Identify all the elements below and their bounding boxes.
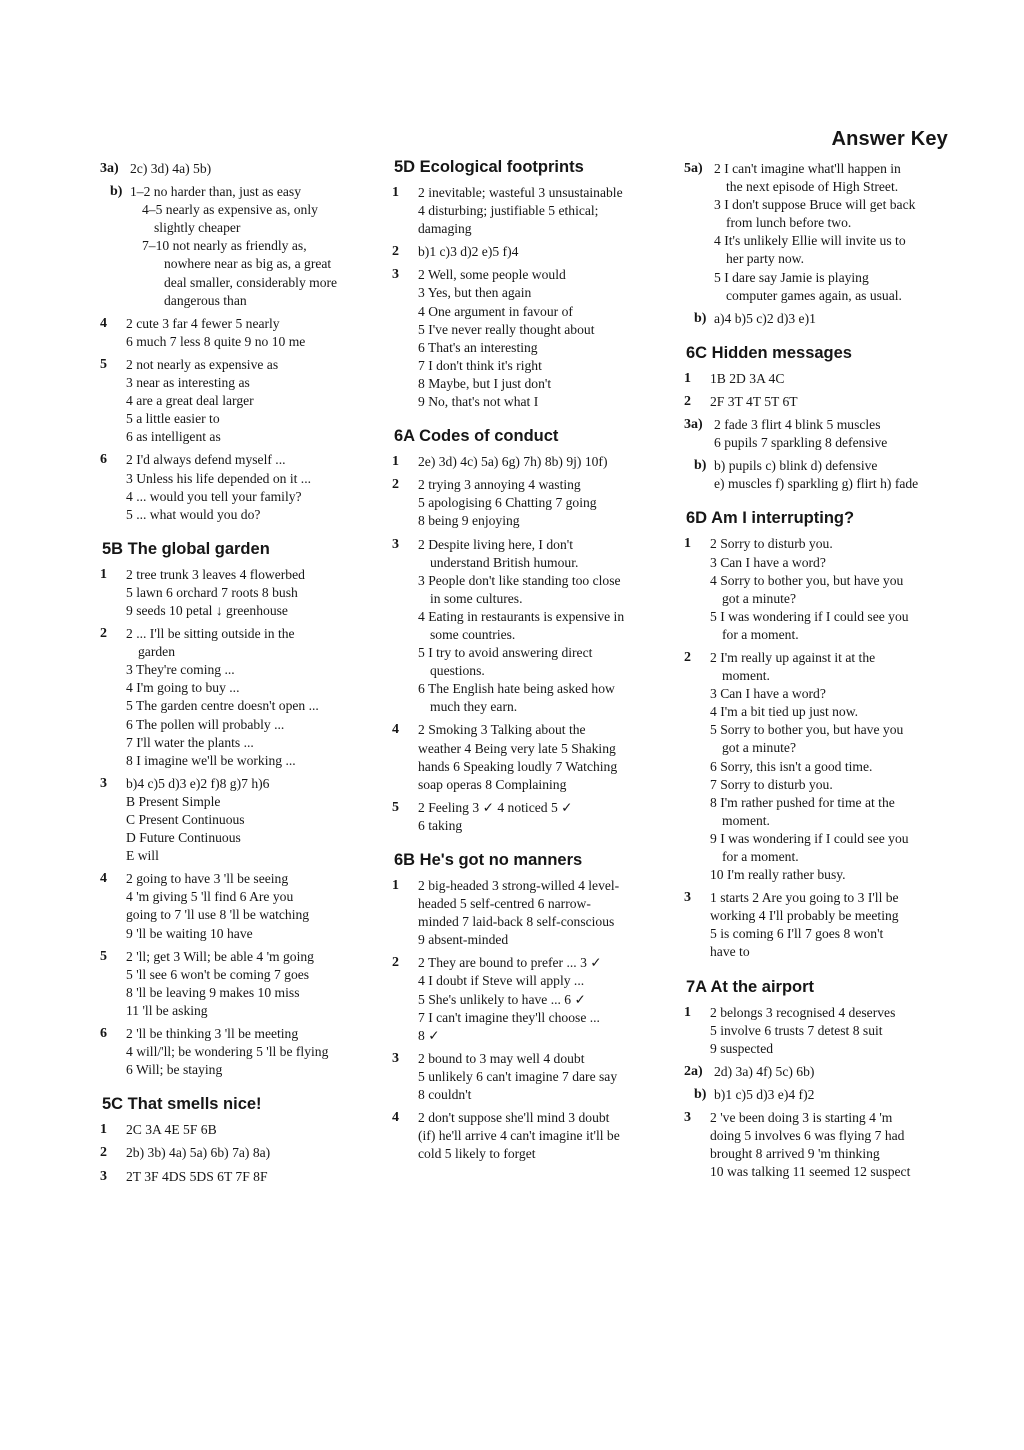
answer-line: 9 absent-minded [418,932,509,948]
answer-line: doing 5 involves 6 was flying 7 had [710,1128,905,1144]
exercise-item [100,1144,368,1162]
answer-line: 2d) 3a) 4f) 5c) 6b) [714,1063,815,1079]
answer-line: 4 will/'ll; be wondering 5 'll be flying [126,1044,329,1060]
exercise-answers [714,310,956,328]
exercise-number: 4 [100,871,107,887]
exercise-answers [126,451,368,523]
exercise-item [100,315,368,351]
column-3 [684,158,956,1197]
answer-line: 2C 3A 4E 5F 6B [126,1122,217,1138]
answer-line: 5 lawn 6 orchard 7 roots 8 bush [126,584,298,600]
answer-line: have to [710,944,750,960]
answer-line: 8 I'm rather pushed for time at the [710,794,895,810]
answer-line: b)4 c)5 d)3 e)2 f)8 g)7 h)6 [126,775,270,791]
answer-section [392,427,664,835]
exercise-answers [126,948,368,1020]
answer-line: slightly cheaper [154,220,241,236]
answer-line: brought 8 arrived 9 'm thinking [710,1146,880,1162]
exercise-number: b) [694,458,707,474]
answer-line: 3 Yes, but then again [418,285,532,301]
answer-line: 2 I can't imagine what'll happen in [714,161,901,176]
answer-line: 2 don't suppose she'll mind 3 doubt [418,1110,610,1126]
exercise-item [392,799,664,835]
exercise-item [392,453,664,471]
exercise-number: 6 [100,452,107,468]
answer-section [100,160,368,524]
answer-line: going to 7 'll use 8 'll be watching [126,907,310,923]
answer-line: 5 apologising 6 Chatting 7 going [418,495,597,511]
answer-line: 5 I was wondering if I could see you [710,608,909,624]
exercise-number: 3 [392,1050,399,1066]
answer-line: deal smaller, considerably more [164,274,338,290]
answer-line: hands 6 Speaking loudly 7 Watching [418,758,618,774]
answer-line: 2c) 3d) 4a) 5b) [130,161,212,176]
answer-section [392,158,664,411]
exercise-answers [126,1144,368,1162]
answer-line: got a minute? [722,740,796,756]
exercise-answers [418,243,664,261]
answer-line: got a minute? [722,590,796,606]
exercise-answers [126,315,368,351]
exercise-answers [710,649,956,884]
exercise-answers [126,625,368,770]
answer-line: 4 disturbing; justifiable 5 ethical; [418,203,599,219]
answer-line: her party now. [726,251,805,267]
answer-line: 2 Well, some people would [418,267,566,283]
answer-line: from lunch before two. [726,215,852,231]
answer-line: 5 is coming 6 I'll 7 goes 8 won't [710,926,884,942]
answer-line: 1 starts 2 Are you going to 3 I'll be [710,890,899,906]
answer-line: 7 I can't imagine they'll choose ... [418,1009,600,1025]
exercise-item [100,1168,368,1186]
answer-line: 6 That's an interesting [418,339,538,355]
exercise-item [100,160,368,178]
answer-line: 5 a little easier to [126,411,220,427]
exercise-answers [714,160,956,305]
exercise-item [684,1063,956,1081]
exercise-item [392,1050,664,1104]
answer-line: 9 seeds 10 petal ↓ greenhouse [126,602,288,618]
answer-line: 8 ✓ [418,1027,440,1043]
answer-line: garden [138,644,175,660]
exercise-number: 6 [100,1026,107,1042]
exercise-item [684,416,956,452]
exercise-number: 5a) [684,161,703,176]
answer-line: much they earn. [430,699,518,715]
exercise-number: 2 [100,1145,107,1161]
exercise-answers [710,1004,956,1058]
exercise-number: 4 [392,722,399,738]
exercise-answers [126,1168,368,1186]
section-heading: 6D Am I interrupting? [686,509,855,528]
answer-line: weather 4 Being very late 5 Shaking [418,740,616,756]
exercise-item [100,1025,368,1079]
answer-line: 2F 3T 4T 5T 6T [710,393,798,409]
answer-line: 6 Will; be staying [126,1062,223,1078]
answer-line: 8 'll be leaving 9 makes 10 miss [126,984,300,1000]
answer-line: 2 'll; get 3 Will; be able 4 'm going [126,948,314,964]
exercise-number: 3a) [100,161,119,176]
exercise-item [392,476,664,530]
answer-line: 2 cute 3 far 4 fewer 5 nearly [126,315,280,331]
answer-line: headed 5 self-centred 6 narrow- [418,896,591,912]
answer-line: b) pupils c) blink d) defensive [714,458,878,474]
answer-line: 10 was talking 11 seemed 12 suspect [710,1164,911,1180]
answer-line: 9 'll be waiting 10 have [126,925,253,941]
answer-line: 5 involve 6 trusts 7 detest 8 suit [710,1022,883,1038]
answer-line: cold 5 likely to forget [418,1146,536,1162]
answer-line: 2 not nearly as expensive as [126,356,279,372]
exercise-answers [418,721,664,793]
answer-line: 4 I'm going to buy ... [126,680,240,696]
section-heading: 5C That smells nice! [102,1095,262,1114]
answer-line: 2 'll be thinking 3 'll be meeting [126,1026,299,1042]
exercise-answers [126,1025,368,1079]
exercise-answers [418,799,664,835]
exercise-answers [130,160,368,178]
answer-line: 5 unlikely 6 can't imagine 7 dare say [418,1068,618,1084]
exercise-item [684,1004,956,1058]
answer-line: 2T 3F 4DS 5DS 6T 7F 8F [126,1168,268,1184]
answer-line: 4 are a great deal larger [126,393,254,409]
answer-line: damaging [418,221,472,237]
exercise-item [684,1109,956,1181]
column-2 [392,158,664,1179]
exercise-answers [126,1121,368,1139]
exercise-number: 1 [100,1122,107,1138]
exercise-item [100,183,368,310]
exercise-number: 1 [100,566,107,582]
answer-line: working 4 I'll probably be meeting [710,908,899,924]
exercise-answers [130,183,368,310]
exercise-answers [418,954,664,1044]
answer-line: b)1 c)5 d)3 e)4 f)2 [714,1086,815,1102]
answer-line: D Future Continuous [126,830,241,846]
answer-line: 2 've been doing 3 is starting 4 'm [710,1110,893,1126]
exercise-answers [126,356,368,446]
exercise-number: b) [694,310,707,326]
answer-line: 2 trying 3 annoying 4 wasting [418,477,581,493]
answer-line: 6 Sorry, this isn't a good time. [710,758,873,774]
answer-section [684,344,956,494]
exercise-item [684,160,956,305]
answer-line: 2e) 3d) 4c) 5a) 6g) 7h) 8b) 9j) 10f) [418,454,608,470]
answer-line: 2 Sorry to disturb you. [710,536,833,552]
answer-line: 5 I dare say Jamie is playing [714,269,869,285]
answer-line: 11 'll be asking [126,1002,208,1018]
exercise-answers [418,877,664,949]
column-1 [100,158,368,1202]
exercise-item [392,954,664,1044]
answer-line: 7 Sorry to disturb you. [710,776,833,792]
answer-line: 8 being 9 enjoying [418,513,520,529]
answer-section [392,851,664,1163]
exercise-item [100,356,368,446]
exercise-number: 2 [392,477,399,493]
exercise-item [392,1109,664,1163]
answer-line: 2 Despite living here, I don't [418,536,573,552]
answer-line: 3 near as interesting as [126,375,250,391]
exercise-item [684,370,956,388]
exercise-answers [710,535,956,644]
exercise-item [684,393,956,411]
answer-line: 3 Can I have a word? [710,686,826,702]
answer-line: minded 7 laid-back 8 self-conscious [418,914,615,930]
exercise-number: 4 [100,315,107,331]
answer-line: 6 much 7 less 8 quite 9 no 10 me [126,333,306,349]
answer-line: moment. [722,812,770,828]
answer-line: C Present Continuous [126,812,245,827]
exercise-answers [418,1109,664,1163]
exercise-item [100,625,368,770]
answer-line: 9 suspected [710,1040,774,1056]
answer-line: questions. [430,663,485,679]
exercise-item [392,536,664,717]
answer-line: 2b) 3b) 4a) 5a) 6b) 7a) 8a) [126,1145,271,1161]
exercise-item [100,948,368,1020]
exercise-item [392,266,664,411]
exercise-number: 2 [100,626,107,642]
answer-line: 6 as intelligent as [126,429,221,445]
exercise-item [100,566,368,620]
answer-line: b)1 c)3 d)2 e)5 f)4 [418,244,519,260]
answer-line: 2 going to have 3 'll be seeing [126,871,289,887]
answer-line: 6 taking [418,817,463,833]
exercise-number: b) [694,1086,707,1102]
answer-line: some countries. [430,626,516,642]
exercise-item [684,310,956,328]
answer-line: 7 I'll water the plants ... [126,734,254,750]
exercise-number: 1 [392,454,399,470]
answer-section [684,978,956,1182]
exercise-answers [710,370,956,388]
answer-line: 6 The English hate being asked how [418,681,615,697]
answer-line: 5 ... what would you do? [126,506,261,522]
exercise-answers [710,889,956,961]
answer-line: 2 fade 3 flirt 4 blink 5 muscles [714,417,881,433]
answer-line: 2 They are bound to prefer ... 3 ✓ [418,955,602,971]
section-heading: 5D Ecological footprints [394,158,584,176]
exercise-number: 4 [392,1110,399,1126]
answer-line: 8 I imagine we'll be working ... [126,752,296,768]
answer-line: 8 couldn't [418,1087,472,1103]
exercise-number: 2 [392,955,399,971]
exercise-number: 3 [684,890,691,906]
section-heading: 6C Hidden messages [686,343,852,362]
exercise-number: 1 [392,185,399,200]
answer-section [684,509,956,961]
exercise-number: 3 [392,536,399,552]
answer-line: 4 Sorry to bother you, but have you [710,572,904,588]
section-heading: 5B The global garden [102,539,270,558]
answer-line: 1B 2D 3A 4C [710,370,785,386]
exercise-number: 2 [392,244,399,260]
answer-line: 4–5 nearly as expensive as, only [142,202,318,218]
exercise-item [100,870,368,942]
answer-line: 3 Unless his life depended on it ... [126,470,311,486]
exercise-number: b) [110,184,123,200]
exercise-answers [418,453,664,471]
answer-line: 5 She's unlikely to have ... 6 ✓ [418,991,586,1007]
answer-line: 2 I'm really up against it at the [710,649,876,665]
answer-line: 7 I don't think it's right [418,357,542,373]
answer-line: dangerous than [164,292,247,308]
answer-line: 4 Eating in restaurants is expensive in [418,608,625,624]
exercise-answers [418,266,664,411]
answer-section [100,540,368,1080]
answer-line: for a moment. [722,626,799,642]
exercise-number: 5 [100,356,107,372]
exercise-item [100,451,368,523]
answer-line: 4 ... would you tell your family? [126,488,302,504]
answer-line: 5 Sorry to bother you, but have you [710,722,904,738]
answer-line: 3 I don't suppose Bruce will get back [714,197,916,213]
page-title: Answer Key [831,128,948,150]
exercise-item [684,889,956,961]
section-heading: 6A Codes of conduct [394,427,559,446]
answer-line: 2 Feeling 3 ✓ 4 noticed 5 ✓ [418,799,573,815]
exercise-item [392,721,664,793]
answer-line: 2 belongs 3 recognised 4 deserves [710,1004,896,1020]
exercise-number: 3 [100,1168,107,1184]
exercise-answers [710,1109,956,1181]
answer-line: E will [126,848,159,864]
answer-line: nowhere near as big as, a great [164,256,332,272]
answer-line: 2 tree trunk 3 leaves 4 flowerbed [126,566,305,582]
answer-line: a)4 b)5 c)2 d)3 e)1 [714,310,816,326]
answer-line: 4 'm giving 5 'll find 6 Are you [126,889,294,905]
answer-line: in some cultures. [430,590,523,606]
answer-line: 4 It's unlikely Ellie will invite us to [714,233,906,249]
answer-section [100,1095,368,1185]
answer-line: 7–10 not nearly as friendly as, [142,238,307,254]
answer-section [684,160,956,328]
answer-line: 5 'll see 6 won't be coming 7 goes [126,966,310,982]
answer-line: the next episode of High Street. [726,179,899,195]
exercise-answers [126,870,368,942]
exercise-answers [418,536,664,717]
answer-line: 10 I'm really rather busy. [710,867,846,883]
exercise-item [684,649,956,884]
answer-line: 5 I try to avoid answering direct [418,645,593,661]
exercise-number: 3a) [684,417,703,433]
exercise-answers [418,476,664,530]
exercise-number: 1 [392,878,399,893]
exercise-number: 2 [684,393,691,409]
answer-line: 2 inevitable; wasteful 3 unsustainable [418,185,623,200]
answer-line: for a moment. [722,849,799,864]
exercise-item [684,1086,956,1104]
answer-line: 2 I'd always defend myself ... [126,452,286,468]
exercise-answers [418,1050,664,1104]
answer-line: e) muscles f) sparkling g) flirt h) fade [714,476,919,492]
exercise-answers [418,184,664,238]
exercise-number: 2a) [684,1063,703,1079]
answer-line: 6 The pollen will probably ... [126,716,285,732]
exercise-number: 3 [100,775,107,791]
section-heading: 7A At the airport [686,977,815,996]
answer-line: 4 I'm a bit tied up just now. [710,704,859,720]
answer-line: 9 I was wondering if I could see you [710,830,909,846]
answer-line: 6 pupils 7 sparkling 8 defensive [714,435,888,451]
answer-line: 3 They're coming ... [126,662,235,678]
answer-line: soap operas 8 Complaining [418,776,567,792]
answer-line: 2 bound to 3 may well 4 doubt [418,1050,585,1066]
exercise-number: 5 [100,948,107,964]
answer-line: 9 No, that's not what I [418,394,539,410]
answer-line: 3 Can I have a word? [710,554,826,570]
exercise-item [100,775,368,865]
exercise-answers [714,1063,956,1081]
exercise-number: 3 [684,1110,691,1126]
exercise-item [684,457,956,493]
answer-line: 4 I doubt if Steve will apply ... [418,973,585,989]
exercise-item [392,243,664,261]
exercise-number: 1 [684,370,691,386]
answer-line: understand British humour. [430,554,579,570]
exercise-number: 1 [684,1004,691,1020]
exercise-item [100,1121,368,1139]
answer-line: 8 Maybe, but I just don't [418,375,552,391]
exercise-number: 2 [684,649,691,665]
exercise-answers [710,393,956,411]
answer-line: 2 big-headed 3 strong-willed 4 level- [418,878,620,893]
answer-line: computer games again, as usual. [726,287,902,303]
section-heading: 6B He's got no manners [394,851,583,869]
answer-line: 4 One argument in favour of [418,303,573,319]
answer-line: 3 People don't like standing too close [418,572,621,588]
answer-line: 2 Smoking 3 Talking about the [418,722,586,738]
exercise-answers [126,775,368,865]
answer-line: 5 I've never really thought about [418,321,595,337]
exercise-number: 1 [684,536,691,552]
exercise-answers [714,416,956,452]
exercise-item [392,877,664,949]
answer-line: moment. [722,668,770,684]
exercise-number: 3 [392,267,399,283]
exercise-item [392,184,664,238]
answer-line: 2 ... I'll be sitting outside in the [126,626,295,642]
answer-line: (if) he'll arrive 4 can't imagine it'll be [418,1128,620,1144]
exercise-item [684,535,956,644]
answer-line: 5 The garden centre doesn't open ... [126,698,319,714]
exercise-answers [714,1086,956,1104]
exercise-answers [126,566,368,620]
answer-line: 1–2 no harder than, just as easy [130,184,302,200]
exercise-answers [714,457,956,493]
answer-line: B Present Simple [126,793,221,809]
exercise-number: 5 [392,799,399,815]
